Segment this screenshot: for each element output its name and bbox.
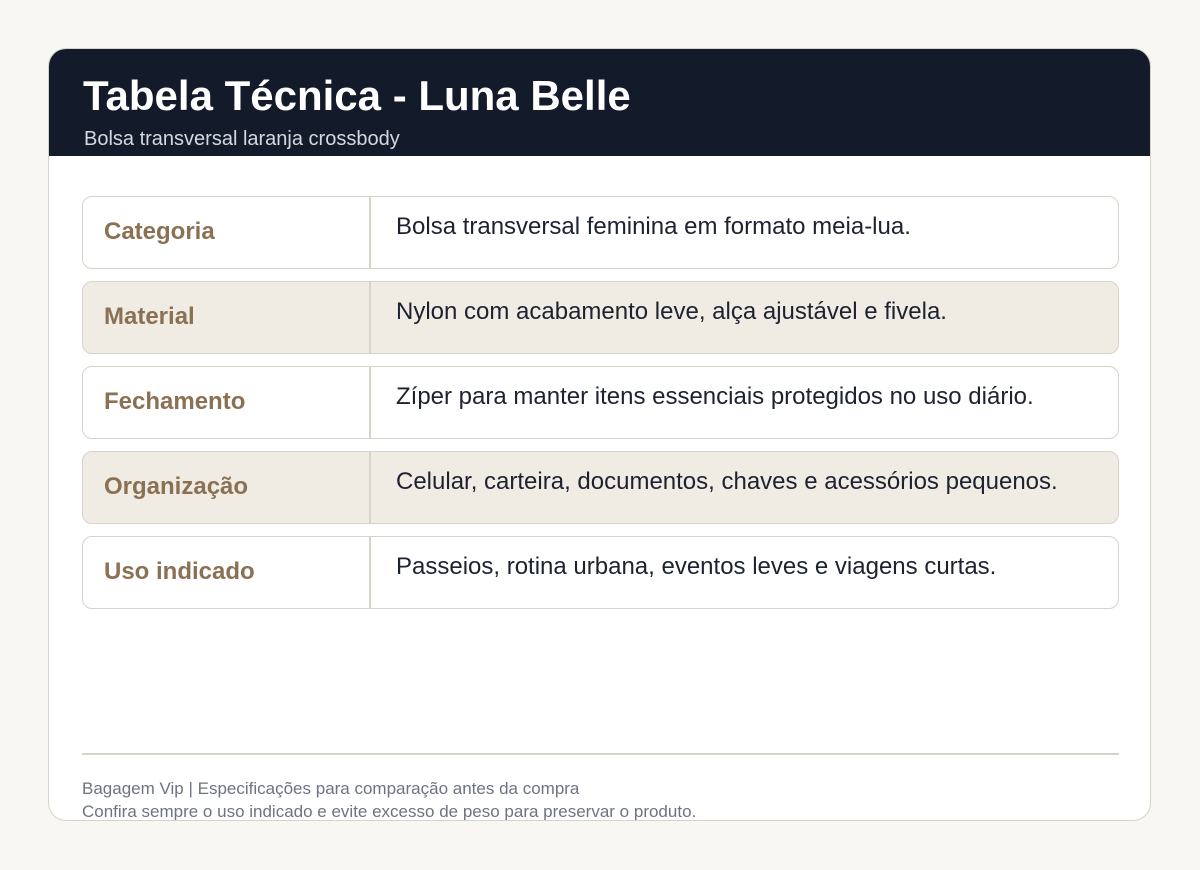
spec-label: Categoria	[83, 197, 371, 268]
spec-label: Fechamento	[83, 367, 371, 438]
spec-value: Zíper para manter itens essenciais protegidos no uso diário.	[396, 383, 1034, 410]
spec-label: Material	[83, 282, 371, 353]
spec-row-uso-indicado	[82, 536, 1119, 609]
footer-divider	[82, 753, 1119, 755]
spec-row-organizacao	[82, 451, 1119, 524]
page-subtitle: Bolsa transversal laranja crossbody	[84, 128, 400, 150]
spec-label: Organização	[83, 452, 371, 523]
footer-note-line: Confira sempre o uso indicado e evite excesso de peso para preservar o produto.	[82, 802, 697, 821]
spec-value: Nylon com acabamento leve, alça ajustável e fivela.	[396, 298, 947, 325]
footer-brand-line: Bagagem Vip | Especificações para comparação antes da compra	[82, 779, 580, 798]
spec-row-categoria	[82, 196, 1119, 269]
spec-table	[82, 196, 1119, 621]
spec-card	[48, 48, 1151, 821]
spec-value: Bolsa transversal feminina em formato meia-lua.	[396, 213, 911, 240]
card-header	[49, 49, 1150, 156]
spec-row-material	[82, 281, 1119, 354]
spec-row-fechamento	[82, 366, 1119, 439]
page-title: Tabela Técnica - Luna Belle	[83, 72, 631, 119]
spec-value: Celular, carteira, documentos, chaves e acessórios pequenos.	[396, 468, 1058, 495]
spec-label: Uso indicado	[83, 537, 371, 608]
spec-value: Passeios, rotina urbana, eventos leves e viagens curtas.	[396, 553, 997, 580]
